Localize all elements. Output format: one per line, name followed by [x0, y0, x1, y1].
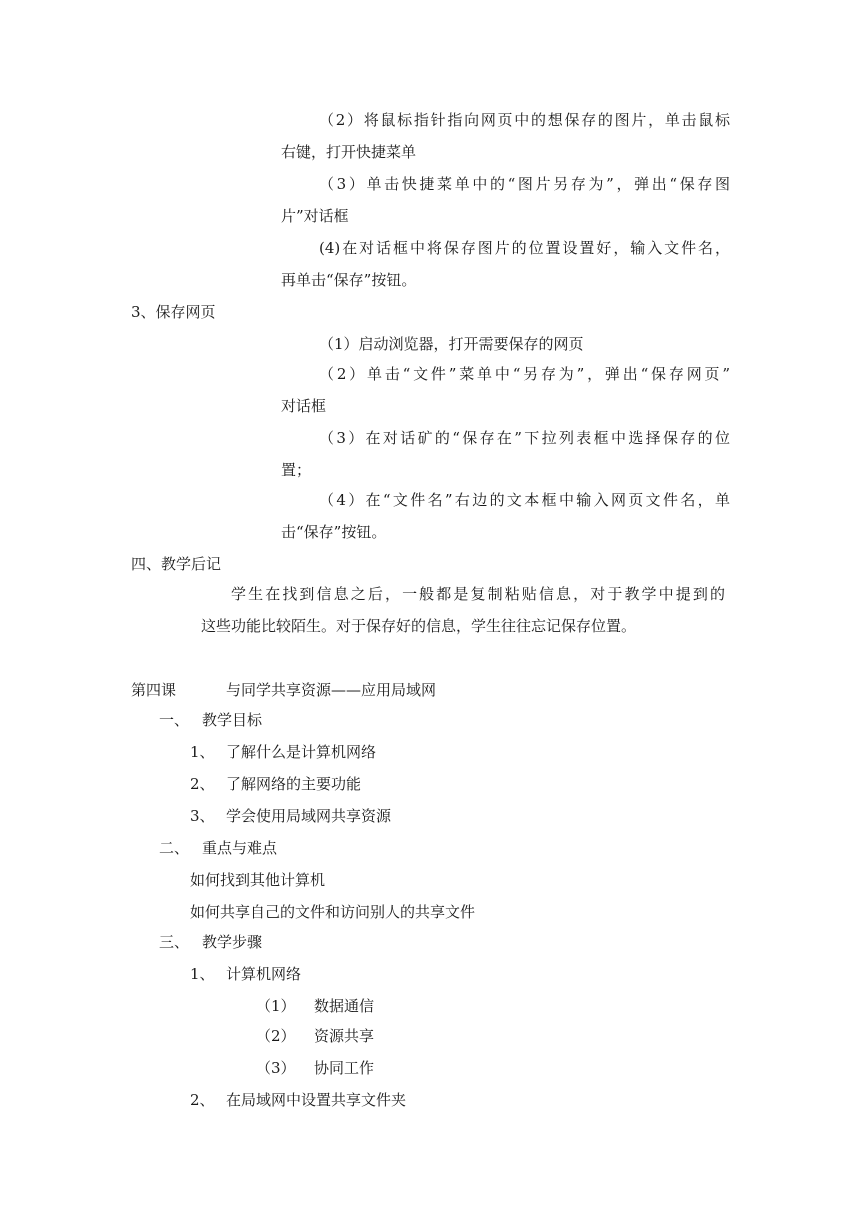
save-webpage-step2-line2: 对话框: [281, 397, 327, 415]
key-point-item: 如何找到其他计算机: [190, 871, 326, 889]
step-item-text: 计算机网络: [226, 965, 302, 983]
key-points-heading: 重点与难点: [202, 839, 278, 857]
save-webpage-step4-line2: 击“保存”按钮。: [281, 523, 387, 541]
save-image-step2-line2: 右键，打开快捷菜单: [281, 143, 417, 161]
goals-heading: 教学目标: [202, 711, 263, 729]
sub-item-num: （1）: [256, 997, 296, 1015]
save-image-step3-line2: 片”对话框: [281, 207, 349, 225]
step-item-num: 1、: [190, 965, 215, 983]
save-webpage-step3-line1: （3）在对话矿的“保存在”下拉列表框中选择保存的位: [319, 429, 730, 447]
sub-item-text: 资源共享: [314, 1027, 375, 1045]
lesson-title: 与同学共享资源——应用局域网: [226, 681, 437, 699]
sub-item-num: （2）: [256, 1027, 296, 1045]
postscript-line2: 这些功能比较陌生。对于保存好的信息，学生往往忘记保存位置。: [201, 617, 637, 635]
sub-item-text: 协同工作: [314, 1059, 375, 1077]
sub-item-num: （3）: [256, 1059, 296, 1077]
goal-item-text: 了解什么是计算机网络: [226, 743, 377, 761]
lesson-number: 第四课: [131, 681, 177, 699]
steps-heading: 教学步骤: [202, 933, 263, 951]
postscript-heading: 四、教学后记: [131, 555, 222, 573]
goal-item-num: 3、: [190, 807, 215, 825]
steps-num: 三、: [159, 933, 190, 951]
save-image-step4-line1: (4)在对话框中将保存图片的位置设置好，输入文件名，: [319, 239, 730, 257]
save-webpage-step2-line1: （2）单击“文件”菜单中“另存为”，弹出“保存网页”: [319, 365, 730, 383]
goals-num: 一、: [159, 711, 190, 729]
goal-item-text: 了解网络的主要功能: [226, 775, 362, 793]
step-item-text: 在局域网中设置共享文件夹: [226, 1091, 407, 1109]
save-webpage-step4-line1: （4）在“文件名”右边的文本框中输入网页文件名，单: [319, 491, 730, 509]
postscript-line1: 学生在找到信息之后，一般都是复制粘贴信息，对于教学中提到的: [231, 585, 725, 603]
goal-item-text: 学会使用局域网共享资源: [226, 807, 392, 825]
sub-item-text: 数据通信: [314, 997, 375, 1015]
save-webpage-step3-line2: 置；: [281, 461, 312, 479]
key-point-item: 如何共享自己的文件和访问别人的共享文件: [190, 903, 476, 921]
save-image-step2-line1: （2）将鼠标指针指向网页中的想保存的图片，单击鼠标: [319, 111, 730, 129]
save-image-step4-line2: 再单击“保存”按钮。: [281, 271, 417, 289]
key-points-num: 二、: [159, 839, 190, 857]
goal-item-num: 1、: [190, 743, 215, 761]
save-image-step3-line1: （3）单击快捷菜单中的“图片另存为”，弹出“保存图: [319, 175, 730, 193]
goal-item-num: 2、: [190, 775, 215, 793]
save-webpage-heading: 3、保存网页: [131, 303, 216, 321]
save-webpage-step1: （1）启动浏览器，打开需要保存的网页: [319, 335, 584, 353]
step-item-num: 2、: [190, 1091, 215, 1109]
